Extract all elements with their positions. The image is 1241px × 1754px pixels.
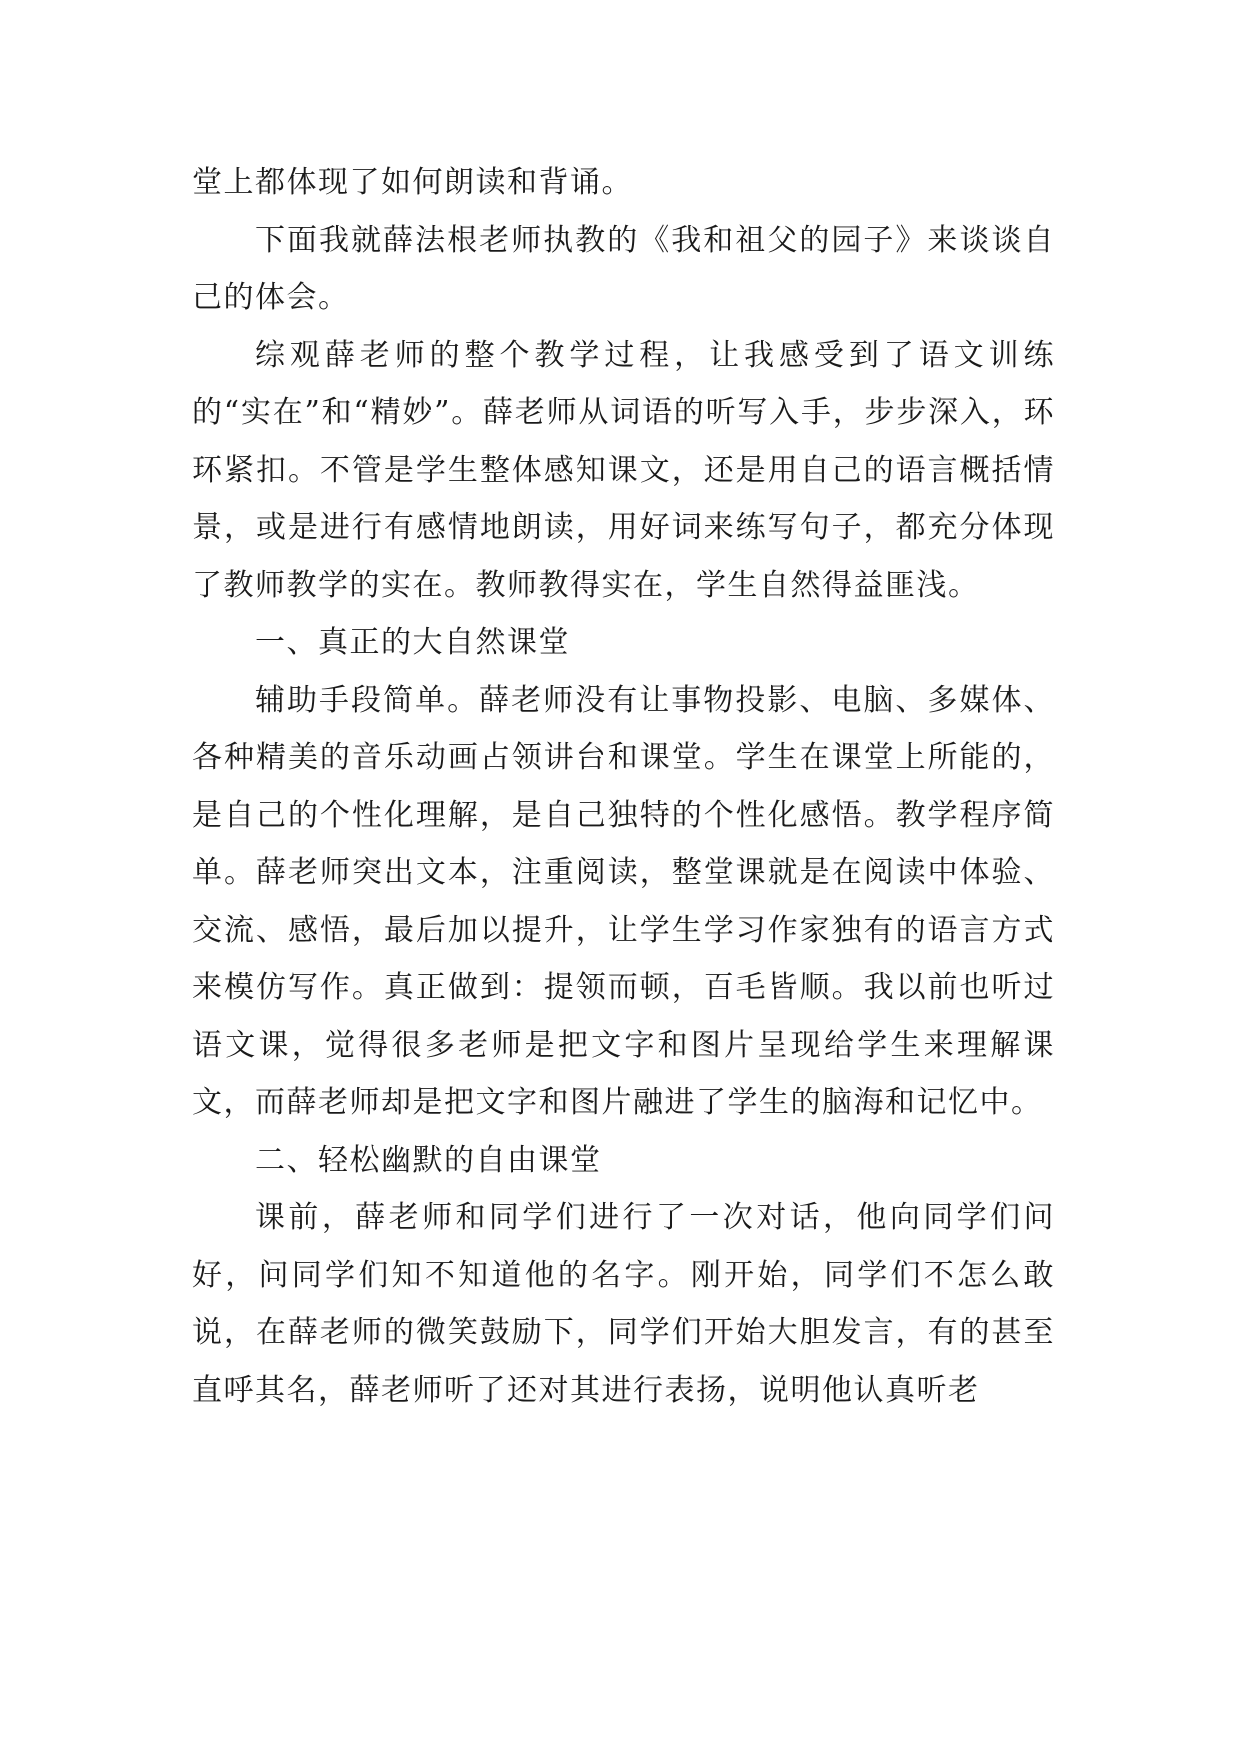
paragraph-overview: 综观薛老师的整个教学过程，让我感受到了语文训练的“实在”和“精妙”。薛老师从词语的听写入手，步步深入，环环紧扣。不管是学生整体感知课文，还是用自己的语言概括情景，或是进行有感情地朗读，用好词来练写句子，都充分体现了教师教学的实在。教师教得实在，学生自然得益匪浅。 bbox=[192, 337, 1055, 603]
paragraph-intro: 下面我就薛法根老师执教的《我和祖父的园子》来谈谈自己的体会。 bbox=[192, 222, 1055, 315]
section-heading-1: 一、真正的大自然课堂 bbox=[255, 625, 570, 660]
section-heading-2: 二、轻松幽默的自由课堂 bbox=[255, 1142, 602, 1178]
paragraph-continuation: 堂上都体现了如何朗读和背诵。 bbox=[192, 165, 633, 200]
paragraph-section-2: 课前，薛老师和同学们进行了一次对话，他向同学们问好，问同学们知不知道他的名字。刚开始，同学们不怎么敢说，在薛老师的微笑鼓励下，同学们开始大胆发言，有的甚至直呼其名，薛老师听了还对其进行表扬，说明他认真听老 bbox=[192, 1200, 1055, 1408]
paragraph-section-1: 辅助手段简单。薛老师没有让事物投影、电脑、多媒体、各种精美的音乐动画占领讲台和课堂。学生在课堂上所能的，是自己的个性化理解，是自己独特的个性化感悟。教学程序简单。薛老师突出文本，注重阅读，整堂课就是在阅读中体验、交流、感悟，最后加以提升，让学生学习作家独有的语言方式来模仿写作。真正做到：提领而顿，百毛皆顺。我以前也听过语文课，觉得很多老师是把文字和图片呈现给学生来理解课文，而薛老师却是把文字和图片融进了学生的脑海和记忆中。 bbox=[192, 682, 1055, 1120]
document-body bbox=[192, 154, 1055, 1419]
